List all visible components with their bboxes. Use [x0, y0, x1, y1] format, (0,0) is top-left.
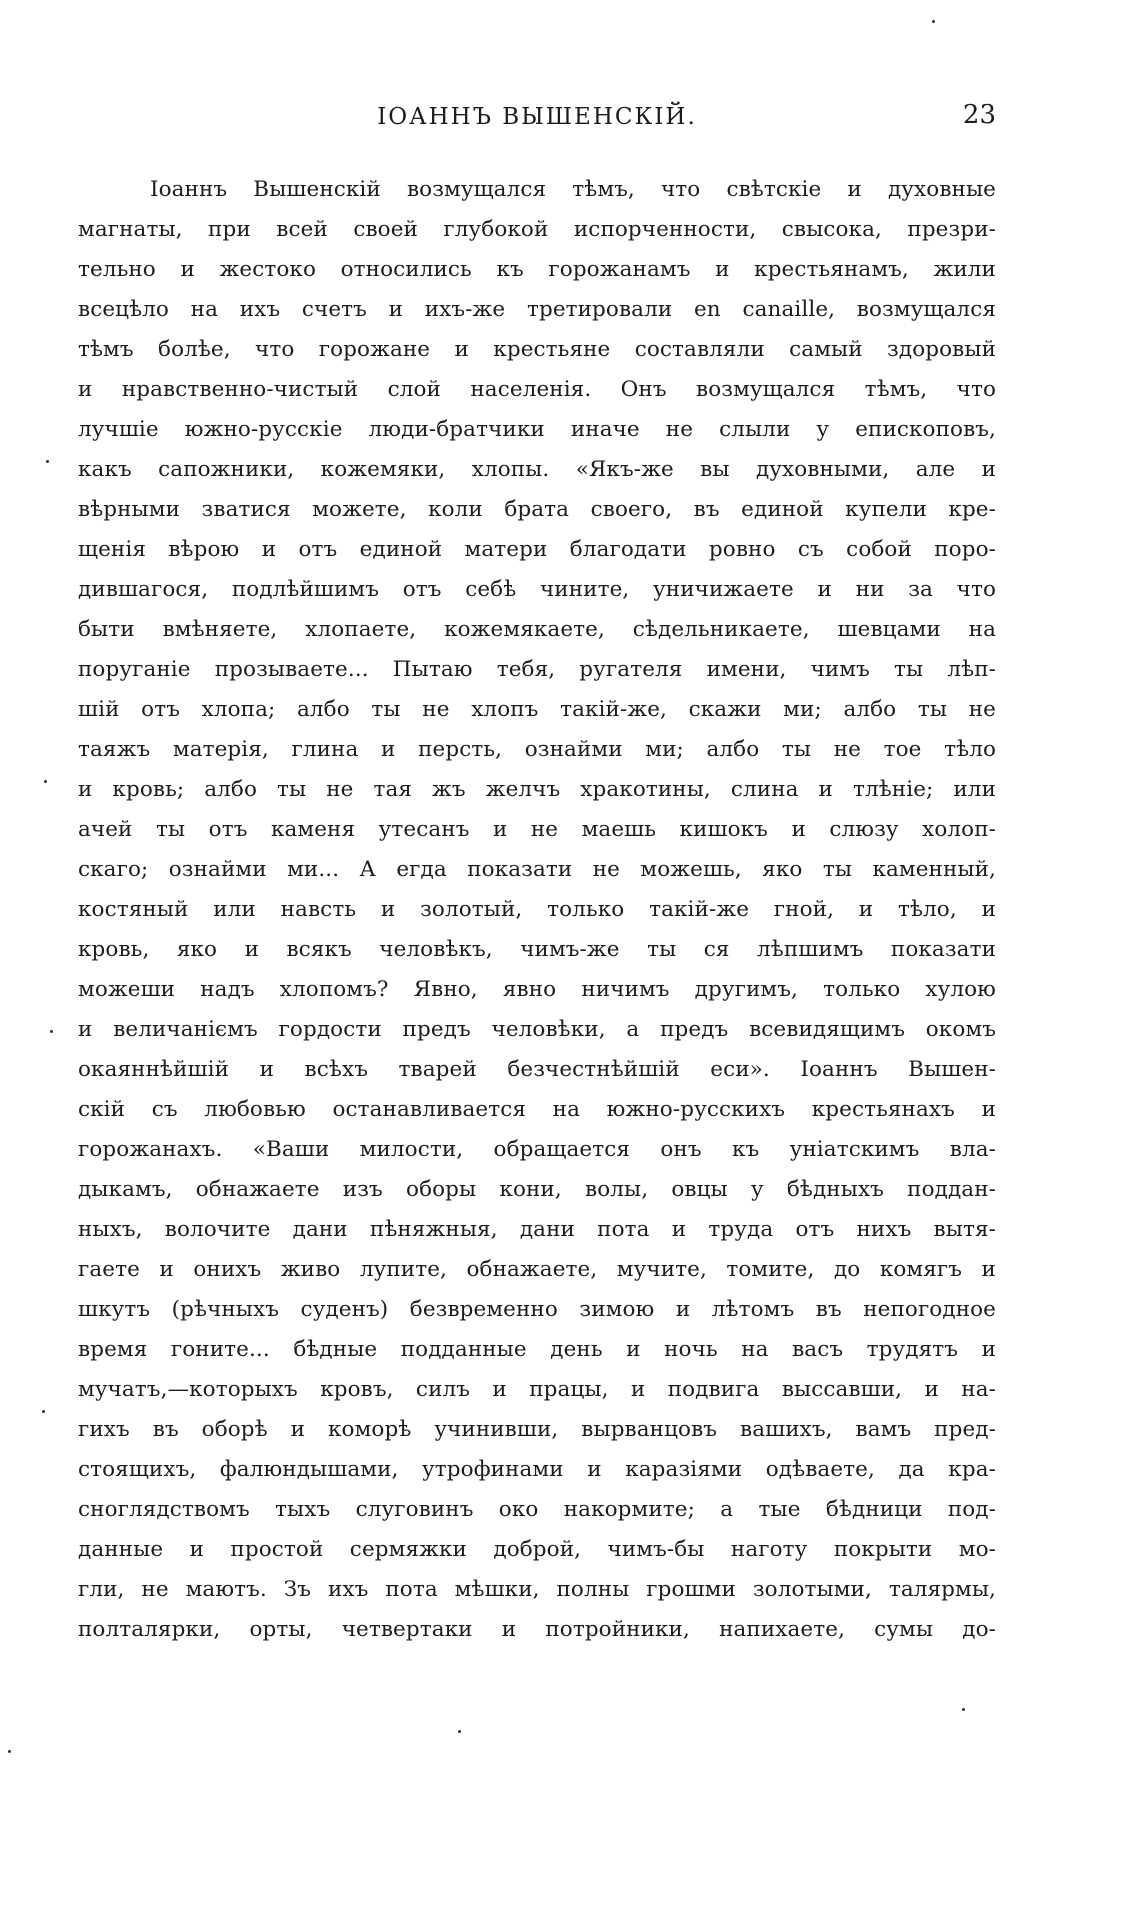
text-line: поруганіе прозываете... Пытаю тебя, ругателя имени, чимъ ты лѣп- [78, 657, 996, 682]
text-line: щенія вѣрою и отъ единой матери благодати ровно съ собой поро- [78, 537, 996, 562]
text-line: гли, не маютъ. Зъ ихъ пота мѣшки, полны грошми золотыми, талярмы, [78, 1577, 996, 1602]
text-line: и кровь; албо ты не тая жъ желчъ хракотины, слина и тлѣніе; или [78, 777, 996, 802]
page-number: 23 [962, 100, 996, 130]
body-paragraph [78, 170, 996, 1650]
text-line: скаго; ознайми ми... А егда показати не можешь, яко ты каменный, [78, 857, 996, 882]
text-line: тельно и жестоко относились къ горожанамъ и крестьянамъ, жили [78, 257, 996, 282]
text-line: горожанахъ. «Ваши милости, обращается онъ къ уніатскимъ вла- [78, 1137, 996, 1162]
text-line: магнаты, при всей своей глубокой испорченности, свысока, презри- [78, 217, 996, 242]
scan-speck [44, 780, 47, 783]
text-line: данные и простой сермяжки доброй, чимъ-бы наготу покрыти мо- [78, 1537, 996, 1562]
text-line: скій съ любовью останавливается на южно-русскихъ крестьянахъ и [78, 1097, 996, 1122]
scan-speck [46, 460, 49, 463]
text-line: окаяннѣйшій и всѣхъ тварей безчестнѣйшій еси». Іоаннъ Вышен- [78, 1057, 996, 1082]
text-line: Іоаннъ Вышенскій возмущался тѣмъ, что свѣтскіе и духовные [150, 177, 996, 202]
text-line: шій отъ хлопа; албо ты не хлопъ такій-же, скажи ми; албо ты не [78, 697, 996, 722]
scan-speck [8, 1750, 11, 1753]
text-line: шкутъ (рѣчныхъ суденъ) безвременно зимою и лѣтомъ въ непогодное [78, 1297, 996, 1322]
text-line: дыкамъ, обнажаете изъ оборы кони, волы, овцы у бѣдныхъ поддан- [78, 1177, 996, 1202]
scan-speck [42, 1410, 45, 1413]
text-line: всецѣло на ихъ счетъ и ихъ-же третировали en canaille, возмущался [78, 297, 996, 322]
text-line: ачей ты отъ каменя утесанъ и не маешь кишокъ и слюзу холоп- [78, 817, 996, 842]
text-line: и нравственно-чистый слой населенія. Онъ возмущался тѣмъ, что [78, 377, 996, 402]
scan-speck [458, 1730, 461, 1733]
text-line: время гоните... бѣдные подданные день и ночь на васъ трудятъ и [78, 1337, 996, 1362]
text-line: лучшіе южно-русскіе люди-братчики иначе не слыли у епископовъ, [78, 417, 996, 442]
scan-speck [932, 20, 935, 23]
text-line: какъ сапожники, кожемяки, хлопы. «Якъ-же вы духовными, але и [78, 457, 996, 482]
page-header [78, 100, 996, 140]
text-line: кровь, яко и всякъ человѣкъ, чимъ-же ты ся лѣпшимъ показати [78, 937, 996, 962]
text-line: ныхъ, волочите дани пѣняжныя, дани пота и труда отъ нихъ вытя- [78, 1217, 996, 1242]
text-line: стоящихъ, фалюндышами, утрофинами и каразіями одѣваете, да кра- [78, 1457, 996, 1482]
text-line: мучатъ,—которыхъ кровъ, силъ и працы, и подвига высcавши, и на- [78, 1377, 996, 1402]
text-line: костяный или навсть и золотый, только такій-же гной, и тѣло, и [78, 897, 996, 922]
text-line: тѣмъ болѣе, что горожане и крестьяне составляли самый здоровый [78, 337, 996, 362]
text-line: полталярки, орты, четвертаки и потройники, напихаете, сумы до- [78, 1617, 996, 1642]
text-line: гихъ въ оборѣ и коморѣ учинивши, вырванцовъ вашихъ, вамъ пред- [78, 1417, 996, 1442]
scan-speck [50, 1030, 53, 1033]
text-line: быти вмѣняете, хлопаете, кожемякаете, сѣдельникаете, шевцами на [78, 617, 996, 642]
text-line: гаете и онихъ живо лупите, обнажаете, мучите, томите, до комягъ и [78, 1257, 996, 1282]
text-line: сноглядствомъ тыхъ слуговинъ око накормите; а тые бѣдници под- [78, 1497, 996, 1522]
running-title: ІОАННЪ ВЫШЕНСКІЙ. [377, 104, 697, 130]
text-line: вѣрными зватися можете, коли брата своего, въ единой купели кре- [78, 497, 996, 522]
text-line: дившагося, подлѣйшимъ отъ себѣ чините, уничижаете и ни за что [78, 577, 996, 602]
text-line: и величаніємъ гордости предъ человѣки, а предъ всевидящимъ окомъ [78, 1017, 996, 1042]
scan-speck [962, 1708, 965, 1711]
text-line: можеши надъ хлопомъ? Явно, явно ничимъ другимъ, только хулою [78, 977, 996, 1002]
text-line: таяжъ матерія, глина и персть, ознайми ми; албо ты не тое тѣло [78, 737, 996, 762]
